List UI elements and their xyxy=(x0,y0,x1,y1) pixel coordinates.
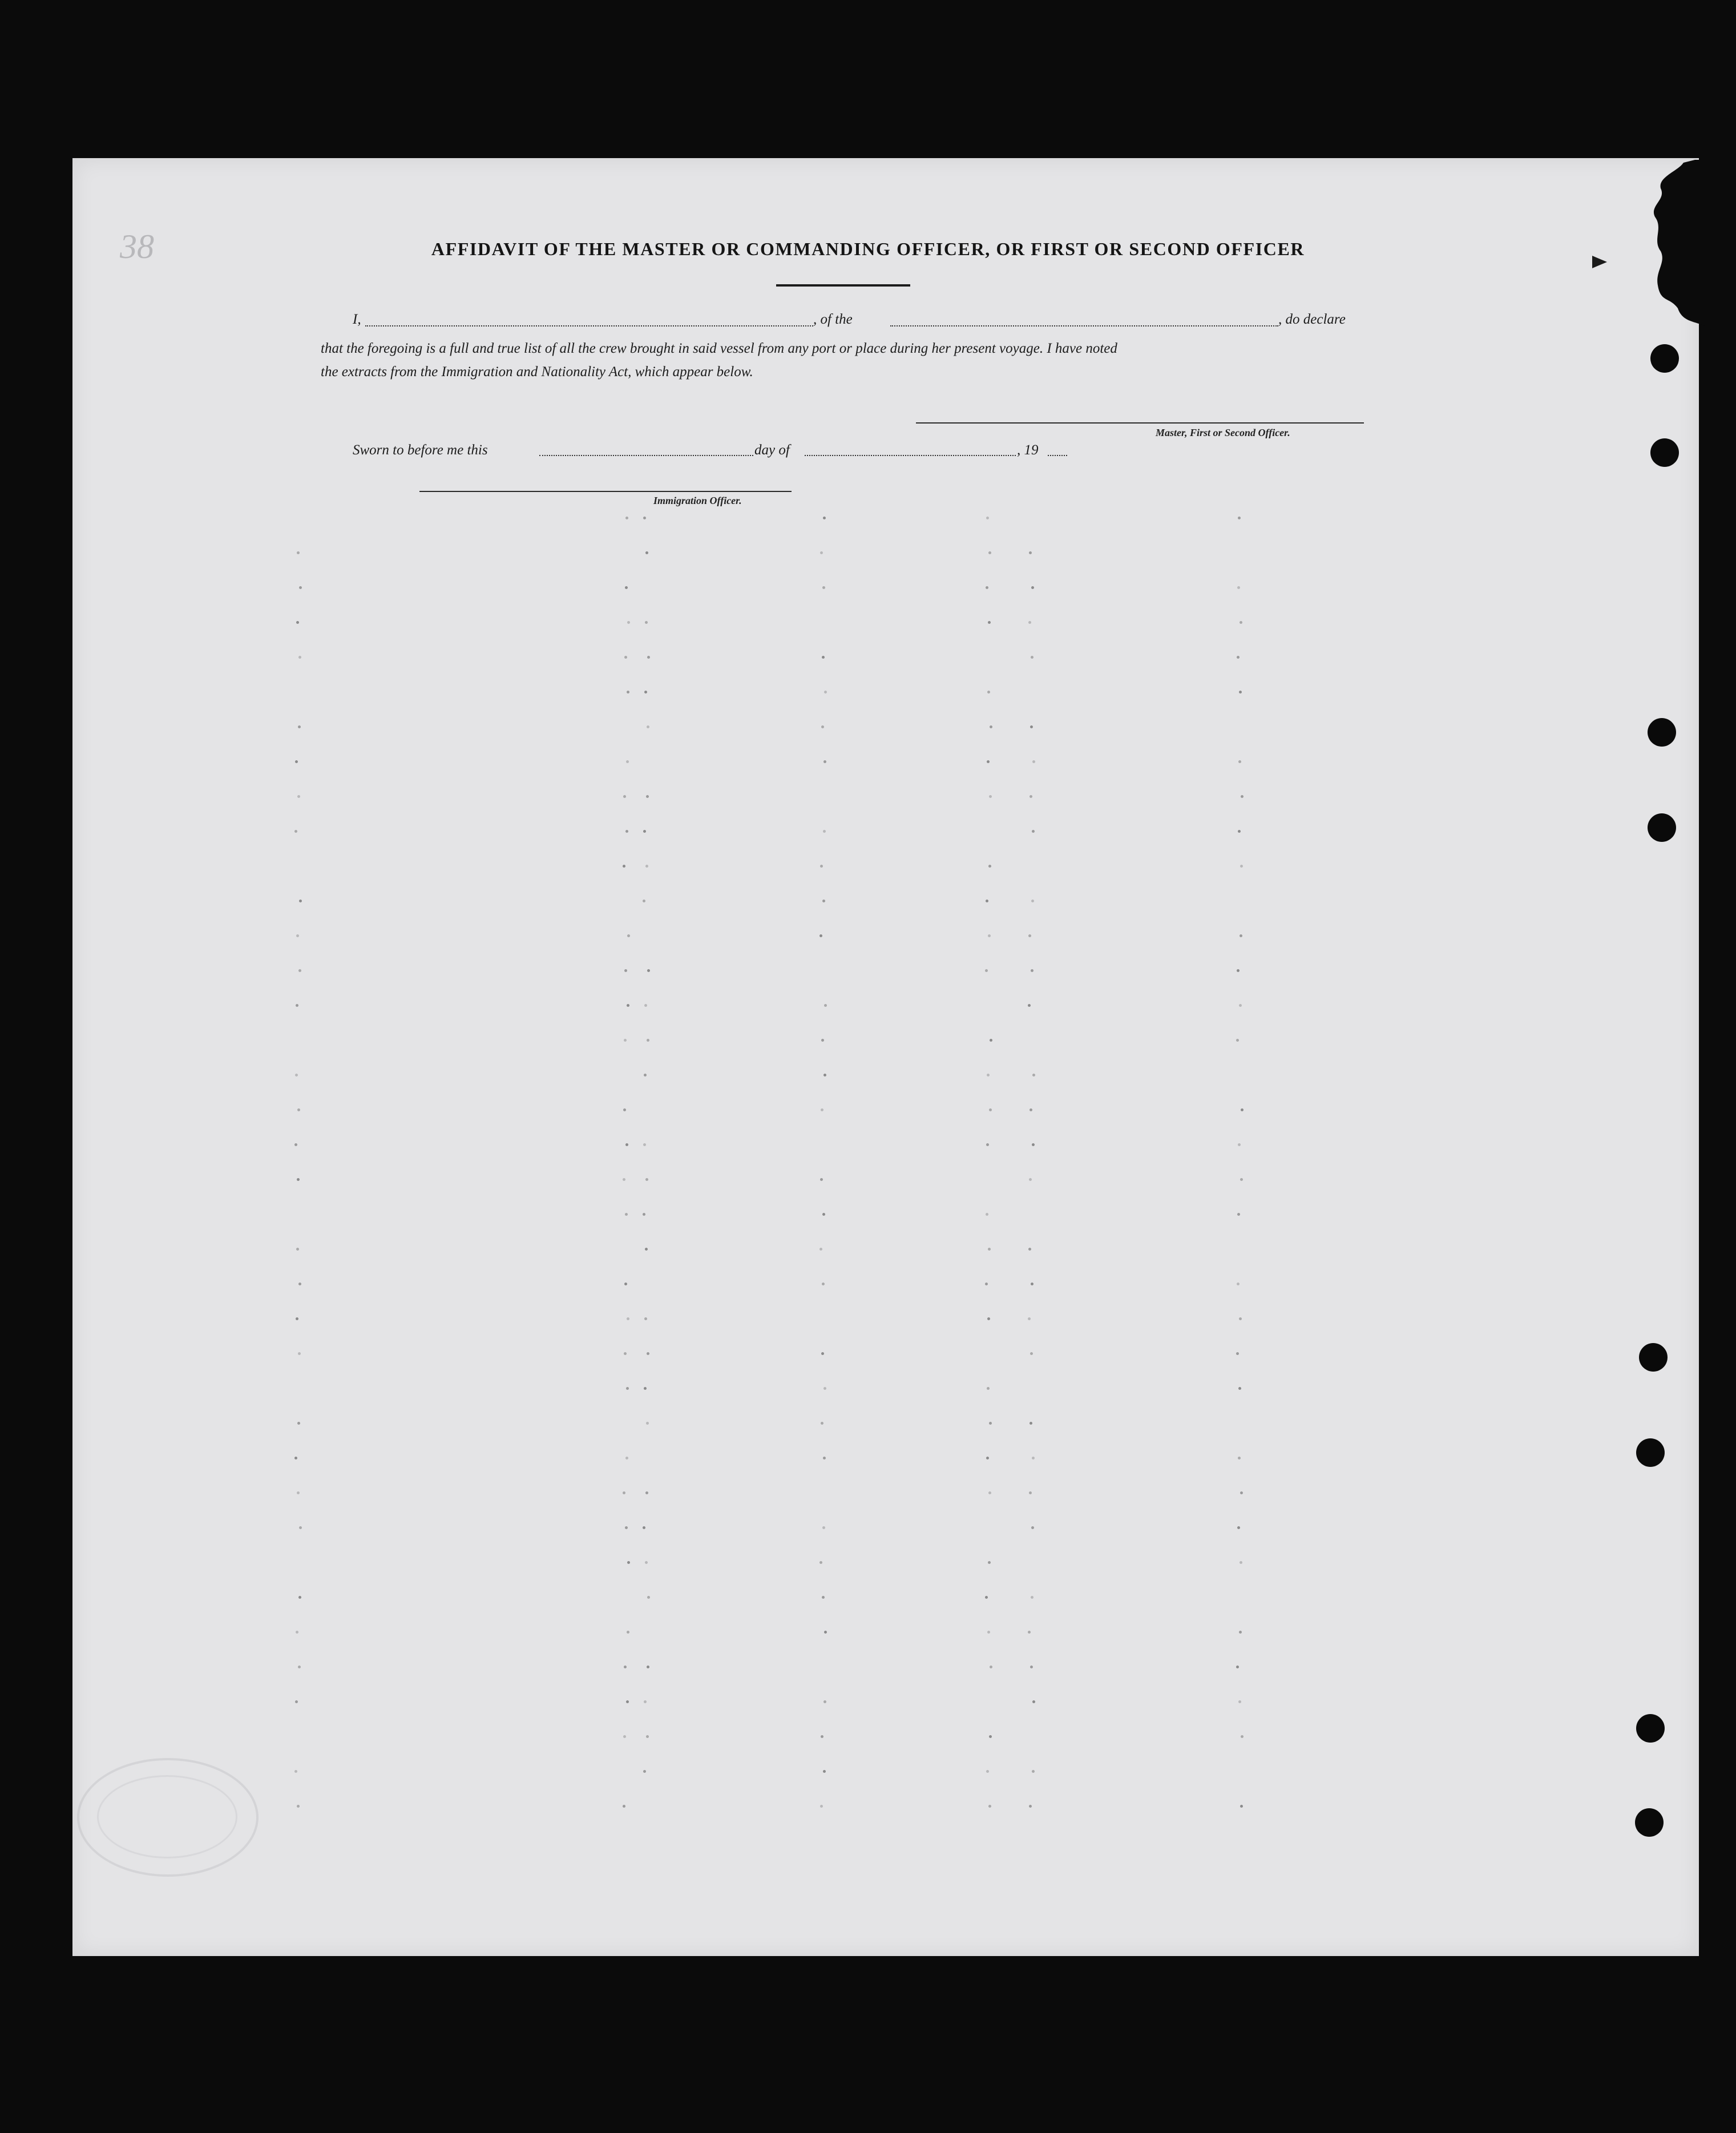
bleed-dot xyxy=(821,1735,823,1738)
bleed-dot xyxy=(822,656,825,659)
bleed-dot xyxy=(986,1770,989,1773)
bleed-dot xyxy=(1030,1352,1033,1355)
bleed-dot xyxy=(1239,1317,1242,1320)
bleed-dot xyxy=(1241,795,1244,798)
bleed-dot xyxy=(298,969,301,972)
bleed-dot xyxy=(985,969,988,972)
bleed-dot xyxy=(1237,1283,1240,1285)
bleed-dot xyxy=(647,656,650,659)
bleed-dot xyxy=(820,1805,823,1808)
bleed-dot xyxy=(645,551,648,554)
punch-hole xyxy=(1648,813,1676,842)
bleed-dot xyxy=(820,551,823,554)
bleed-dot xyxy=(824,691,827,693)
bleed-dot xyxy=(647,725,649,728)
bleed-dot xyxy=(644,1074,647,1076)
bleed-dot xyxy=(821,1108,823,1111)
bleed-dot xyxy=(1031,586,1034,589)
sworn-prefix: Sworn to before me this xyxy=(353,442,488,458)
bleed-dot xyxy=(296,1248,299,1251)
bleed-dot xyxy=(1028,1317,1031,1320)
bleed-dot xyxy=(299,586,302,589)
bleed-dot xyxy=(1030,1422,1032,1425)
bleed-dot xyxy=(625,586,628,589)
bleed-dot xyxy=(294,1770,297,1773)
bleed-dot xyxy=(989,1108,992,1111)
bleed-dot xyxy=(297,1491,300,1494)
bleed-dot xyxy=(1028,621,1031,624)
bleed-dot xyxy=(821,725,824,728)
bleed-dot xyxy=(823,830,826,833)
bleed-dot xyxy=(988,621,991,624)
bleed-dot xyxy=(820,1178,823,1181)
bleed-dot xyxy=(644,1387,647,1390)
of-the-text: , of the xyxy=(813,312,853,327)
sworn-year-field[interactable] xyxy=(1048,455,1067,456)
bleed-dot xyxy=(1238,1700,1241,1703)
bleed-dot xyxy=(643,830,646,833)
bleed-dot xyxy=(624,1283,627,1285)
bleed-dot xyxy=(821,1352,824,1355)
bleed-dot xyxy=(646,1735,649,1738)
bleed-dot xyxy=(1238,1387,1241,1390)
declaration-line-2: that the foregoing is a full and true list of all the crew brought in said vessel from any port or place during her present voyage. I have noted xyxy=(321,341,1117,356)
bleed-dot xyxy=(990,1039,992,1042)
bleed-dot xyxy=(823,1700,826,1703)
bleed-dot xyxy=(646,1422,649,1425)
faded-stamp-inner xyxy=(97,1775,237,1858)
bleed-dot xyxy=(1031,900,1034,902)
bleed-dot xyxy=(1239,691,1242,693)
bleed-dot xyxy=(819,934,822,937)
bleed-dot xyxy=(1240,865,1243,868)
master-signature-label: Master, First or Second Officer. xyxy=(1156,427,1290,438)
bleed-dot xyxy=(623,1805,625,1808)
bleed-dot xyxy=(987,691,990,693)
bleed-dot xyxy=(625,830,628,833)
bleed-dot xyxy=(823,1770,826,1773)
bleed-dot xyxy=(820,865,823,868)
bleed-dot xyxy=(822,1526,825,1529)
bleed-dot xyxy=(1240,1178,1243,1181)
bleed-dot xyxy=(1031,1283,1033,1285)
bleed-dot xyxy=(990,725,992,728)
punch-hole xyxy=(1639,1343,1668,1372)
year-prefix: , 19 xyxy=(1017,442,1039,458)
bleed-dot xyxy=(986,900,988,902)
bleed-dot xyxy=(643,1213,645,1216)
bleed-dot xyxy=(988,934,991,937)
bleed-dot xyxy=(626,1387,629,1390)
bleed-dot xyxy=(623,795,626,798)
bleed-dot xyxy=(1028,934,1031,937)
bleed-dot xyxy=(627,621,630,624)
bleed-dot xyxy=(1031,656,1033,659)
bleed-dot xyxy=(1239,1004,1242,1007)
bleed-dot xyxy=(645,1561,648,1564)
bleed-dot xyxy=(624,1666,627,1668)
bleed-dot xyxy=(624,1352,627,1355)
bleed-dot xyxy=(297,1422,300,1425)
bleed-dot xyxy=(647,1039,649,1042)
bleed-dot xyxy=(643,1143,646,1146)
bleed-dot xyxy=(627,1317,629,1320)
bleed-dot xyxy=(1236,1666,1239,1668)
bleed-dot xyxy=(821,1422,823,1425)
sworn-month-field[interactable] xyxy=(805,455,1016,456)
bleed-dot xyxy=(987,1387,990,1390)
bleed-dot xyxy=(643,1526,645,1529)
bleed-dot xyxy=(988,865,991,868)
paper-sheet xyxy=(72,158,1699,1956)
bleed-dot xyxy=(819,1561,822,1564)
bleed-dot xyxy=(299,900,302,902)
bleed-dot xyxy=(822,586,825,589)
master-signature-line[interactable] xyxy=(916,422,1364,424)
bleed-dot xyxy=(824,1631,827,1634)
bleed-dot xyxy=(647,1596,650,1599)
bleed-dot xyxy=(645,621,648,624)
bleed-dot xyxy=(1236,1039,1239,1042)
bleed-dot xyxy=(823,760,826,763)
bleed-dot xyxy=(299,1526,302,1529)
bleed-dot xyxy=(298,1596,301,1599)
bleed-dot xyxy=(1240,934,1242,937)
bleed-dot xyxy=(822,1283,825,1285)
bleed-dot xyxy=(624,1039,627,1042)
bleed-dot xyxy=(625,1213,628,1216)
punch-hole xyxy=(1648,718,1676,747)
bleed-dot xyxy=(989,1422,992,1425)
bleed-dot xyxy=(986,1213,988,1216)
bleed-dot xyxy=(1237,1213,1240,1216)
bleed-dot xyxy=(824,1004,827,1007)
bleed-dot xyxy=(297,795,300,798)
punch-hole xyxy=(1650,344,1679,373)
bleed-dot xyxy=(623,1491,625,1494)
punch-hole xyxy=(1635,1808,1664,1837)
bleed-dot xyxy=(295,760,298,763)
punch-hole xyxy=(1650,438,1679,467)
bleed-dot xyxy=(988,1491,991,1494)
punch-hole xyxy=(1636,1438,1665,1467)
bleed-dot xyxy=(1241,1735,1244,1738)
immigration-officer-signature-line[interactable] xyxy=(419,491,792,492)
bleed-dot xyxy=(296,1317,298,1320)
bleed-dot xyxy=(644,691,647,693)
bleed-dot xyxy=(1029,1178,1032,1181)
bleed-dot xyxy=(1236,1352,1239,1355)
bleed-dot xyxy=(296,1004,298,1007)
bleed-dot xyxy=(297,551,300,554)
do-declare-text: , do declare xyxy=(1278,312,1346,327)
bleed-dot xyxy=(623,1108,626,1111)
bleed-dot xyxy=(986,1143,989,1146)
bleed-dot xyxy=(1030,795,1032,798)
bleed-dot xyxy=(627,1004,629,1007)
bleed-dot xyxy=(1029,1491,1032,1494)
bleed-dot xyxy=(647,1666,649,1668)
bleed-dot xyxy=(987,1631,990,1634)
bleed-dot xyxy=(822,1596,825,1599)
bleed-dot xyxy=(1237,969,1240,972)
bleed-dot xyxy=(627,1561,630,1564)
bleed-dot xyxy=(645,1178,648,1181)
affidavit-title: AFFIDAVIT OF THE MASTER OR COMMANDING OFFICER, OR FIRST OR SECOND OFFICER xyxy=(431,239,1305,259)
bleed-dot xyxy=(296,621,299,624)
bleed-dot xyxy=(1240,1491,1243,1494)
bleed-dot xyxy=(1030,1108,1032,1111)
handwritten-page-number: 38 xyxy=(120,228,154,265)
bleed-dot xyxy=(643,900,645,902)
bleed-dot xyxy=(821,1039,824,1042)
bleed-dot xyxy=(624,969,627,972)
bleed-dot xyxy=(989,795,992,798)
bleed-dot xyxy=(295,1074,298,1076)
bleed-dot xyxy=(986,586,988,589)
bleed-dot xyxy=(823,517,826,519)
bleed-dot xyxy=(1238,760,1241,763)
vessel-name-field[interactable] xyxy=(890,325,1278,326)
bleed-dot xyxy=(645,1491,648,1494)
bleed-dot xyxy=(1241,1108,1244,1111)
bleed-dot xyxy=(1237,656,1240,659)
bleed-dot xyxy=(623,1178,625,1181)
bleed-dot xyxy=(822,900,825,902)
bleed-dot xyxy=(646,795,649,798)
bleed-dot xyxy=(626,760,629,763)
day-of-text: day of xyxy=(754,442,790,458)
bleed-dot xyxy=(987,1074,990,1076)
bleed-dot xyxy=(647,969,650,972)
bleed-dot xyxy=(298,656,301,659)
bleed-dot xyxy=(823,1387,826,1390)
bleed-dot xyxy=(986,1457,989,1459)
bleed-dot xyxy=(624,656,627,659)
bleed-dot xyxy=(644,1700,647,1703)
bleed-dot xyxy=(988,1805,991,1808)
bleed-dot xyxy=(294,830,297,833)
bleed-dot xyxy=(645,865,648,868)
bleed-dot xyxy=(647,1352,649,1355)
bleed-dot xyxy=(1030,1666,1033,1668)
bleed-dot xyxy=(1032,830,1035,833)
bleed-dot xyxy=(643,1770,646,1773)
bleed-dot xyxy=(822,1213,825,1216)
bleed-dot xyxy=(296,934,299,937)
bleed-dot xyxy=(1238,830,1241,833)
bleed-dot xyxy=(1028,1631,1031,1634)
bleed-dot xyxy=(643,517,646,519)
bleed-dot xyxy=(1239,1631,1242,1634)
bleed-dot xyxy=(298,1352,301,1355)
declarant-prefix: I, xyxy=(353,312,361,327)
bleed-dot xyxy=(1028,1004,1031,1007)
punch-hole xyxy=(1636,1714,1665,1743)
bleed-dot xyxy=(988,1561,991,1564)
bleed-dot xyxy=(1030,725,1033,728)
bleed-dot xyxy=(1031,969,1033,972)
bleed-dot xyxy=(644,1004,647,1007)
title-underline xyxy=(776,284,910,287)
bleed-dot xyxy=(625,517,628,519)
bleed-dot xyxy=(625,1457,628,1459)
bleed-dot xyxy=(623,865,625,868)
bleed-dot xyxy=(625,1143,628,1146)
bleed-dot xyxy=(644,1317,647,1320)
bleed-dot xyxy=(1031,1526,1034,1529)
bleed-dot xyxy=(627,934,630,937)
bleed-dot xyxy=(985,1596,988,1599)
bleed-dot xyxy=(1032,1143,1035,1146)
bleed-dot xyxy=(1032,1700,1035,1703)
bleed-dot xyxy=(295,1700,298,1703)
bleed-dot xyxy=(297,1108,300,1111)
bleed-dot xyxy=(1240,1805,1243,1808)
bleed-dot xyxy=(296,1631,298,1634)
bleed-dot xyxy=(985,1283,988,1285)
bleed-dot xyxy=(298,1283,301,1285)
bleed-dot xyxy=(987,1317,990,1320)
bleed-dot xyxy=(294,1457,297,1459)
declarant-name-field[interactable] xyxy=(365,325,813,326)
bleed-dot xyxy=(1032,1074,1035,1076)
bleed-dot xyxy=(1028,1248,1031,1251)
bleed-dot xyxy=(1238,1143,1241,1146)
bleed-dot xyxy=(297,1805,300,1808)
bleed-dot xyxy=(986,517,989,519)
bleed-dot xyxy=(1029,1805,1032,1808)
bleed-dot xyxy=(823,1074,826,1076)
bleed-dot xyxy=(989,1735,992,1738)
bleed-dot xyxy=(1240,621,1242,624)
bleed-dot xyxy=(1029,551,1032,554)
bleed-dot xyxy=(819,1248,822,1251)
bleed-dot xyxy=(298,1666,301,1668)
bleed-dot xyxy=(823,1457,826,1459)
bleed-dot xyxy=(1240,1561,1242,1564)
bleed-dot xyxy=(1237,586,1240,589)
bleed-dot xyxy=(1238,1457,1241,1459)
bleed-dot xyxy=(988,1248,991,1251)
bleed-dot xyxy=(1032,1770,1035,1773)
bleed-dot xyxy=(1237,1526,1240,1529)
declaration-line-3: the extracts from the Immigration and Nationality Act, which appear below. xyxy=(321,364,753,380)
bleed-dot xyxy=(1238,517,1241,519)
bleed-dot xyxy=(1031,1596,1033,1599)
bleed-dot xyxy=(298,725,301,728)
bleed-dot xyxy=(987,760,990,763)
bleed-dot xyxy=(1032,760,1035,763)
bleed-dot xyxy=(627,1631,629,1634)
bleed-dot xyxy=(988,551,991,554)
bleed-dot xyxy=(297,1178,300,1181)
sworn-day-field[interactable] xyxy=(539,455,753,456)
bleed-dot xyxy=(626,1700,629,1703)
bleed-dot xyxy=(990,1666,992,1668)
bleed-dot xyxy=(294,1143,297,1146)
immigration-officer-label: Immigration Officer. xyxy=(653,495,742,506)
bleed-dot xyxy=(625,1526,628,1529)
bleed-dot xyxy=(623,1735,626,1738)
bleed-dot xyxy=(627,691,629,693)
bleed-dot xyxy=(1032,1457,1035,1459)
bleed-dot xyxy=(645,1248,648,1251)
